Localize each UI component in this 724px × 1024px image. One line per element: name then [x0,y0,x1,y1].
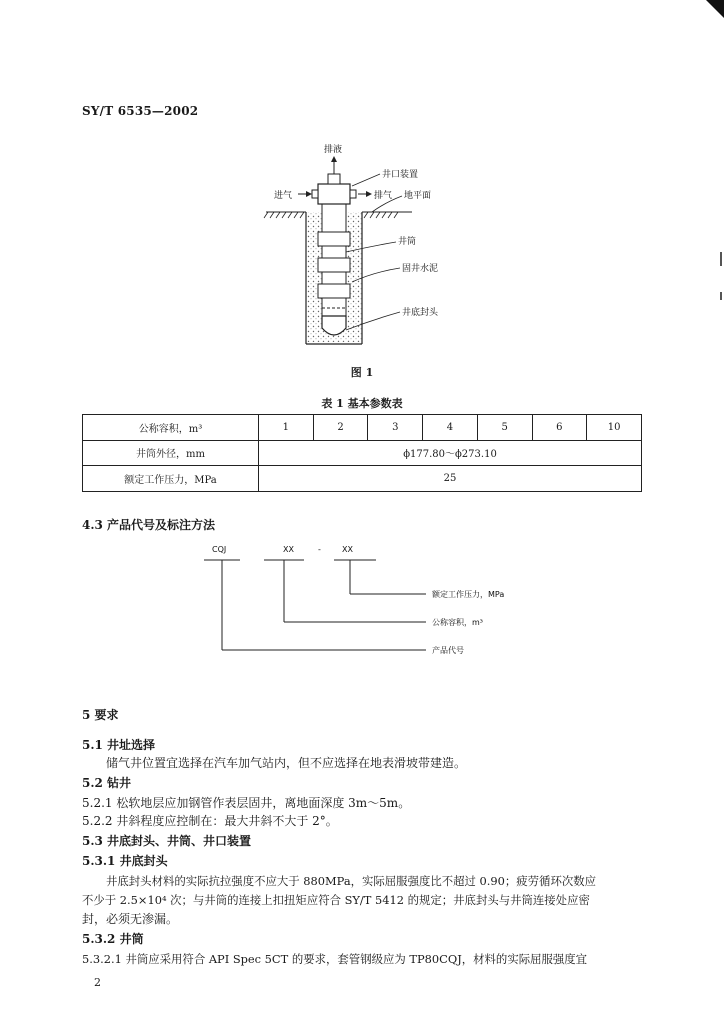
section-heading-5-1: 5.1 井址选择 [82,738,156,752]
code-label-product: 产品代号 [432,646,464,655]
wellhead [318,184,350,204]
inlet-arrow-icon [306,191,312,197]
capacity-cell: 1 [259,415,314,441]
coupling [318,284,350,298]
row-label-diameter: 井筒外径，mm [83,440,259,466]
paragraph-5-1: 储气井位置宜选择在汽车加气站内，但不应选择在地表滑坡带建造。 [106,756,467,770]
code-label-capacity: 公称容积，m³ [432,618,483,627]
bottom-head [322,316,346,335]
code-part-cqj: CQJ [212,545,227,554]
section-heading-5-3-1: 5.3.1 井底封头 [82,854,168,868]
label-outlet: 排气 [374,191,393,201]
label-wellhead: 井口装置 [382,170,419,180]
pressure-cell: 25 [259,466,642,492]
section-heading-4-3: 4.3 产品代号及标注方法 [82,518,216,532]
capacity-cell: 10 [587,415,642,441]
capacity-cell: 3 [368,415,423,441]
code-dash: - [318,545,321,554]
drain-arrow-icon [331,156,337,162]
scan-edge-mark [720,252,722,266]
table-row-capacity [83,415,642,441]
coupling [318,258,350,272]
figure-caption: 图 1 [350,366,374,379]
label-bottom-head: 井底封头 [402,308,439,318]
label-inlet: 进气 [274,191,293,201]
row-label-capacity: 公称容积，m³ [83,415,259,441]
code-leader-lines [204,560,426,650]
paragraph-5-2-2: 5.2.2 井斜程度应控制在：最大井斜不大于 2°。 [82,814,338,828]
code-part-capacity: XX [283,545,294,554]
paragraph-5-3-2-1: 5.3.2.1 井筒应采用符合 API Spec 5CT 的要求，套管钢级应为 TP80CQJ，材料的实际屈服强度宜 [82,952,588,966]
figure-1 [262,140,472,364]
outlet-arrow-icon [366,191,372,197]
capacity-cell: 5 [477,415,532,441]
code-part-pressure: XX [342,545,353,554]
section-heading-5-2: 5.2 钻井 [82,776,132,790]
section-heading-5: 5 要求 [82,708,119,722]
paragraph-5-3-1-line: 井底封头材料的实际抗拉强度不应大于 880MPa，实际屈服强度比不超过 0.90；疲劳循环次数应 [106,874,597,888]
section-heading-5-3: 5.3 井底封头、井筒、井口装置 [82,834,252,848]
well-diagram [262,140,472,364]
wellhead-top [328,174,340,184]
table-caption: 表 1 基本参数表 [321,397,403,410]
label-shaft: 井筒 [398,237,417,247]
label-cement: 固井水泥 [402,264,439,274]
table-row-diameter [83,440,642,466]
outlet-port [350,190,356,198]
diameter-cell: ϕ177.80～ϕ273.10 [259,440,642,466]
page-number: 2 [94,976,101,989]
row-label-pressure: 额定工作压力，MPa [83,466,259,492]
product-code-diagram [190,540,530,660]
label-drain: 排液 [324,145,343,155]
paragraph-5-3-1-line: 不少于 2.5×10⁴ 次；与井筒的连接上扣扭矩应符合 SY/T 5412 的规定；井底封头与井筒连接处应密 [82,893,590,907]
code-diagram-svg [190,540,530,660]
coupling [318,232,350,246]
paragraph-5-3-1-line: 封，必须无渗漏。 [82,912,179,926]
scan-corner-mark [706,0,724,18]
table-row-pressure [83,466,642,492]
capacity-cell: 2 [313,415,368,441]
scan-edge-mark [720,292,722,300]
paragraph-5-2-1: 5.2.1 松软地层应加钢管作表层固井，离地面深度 3m～5m。 [82,796,411,810]
capacity-cell: 4 [423,415,478,441]
inlet-port [312,190,318,198]
code-label-pressure: 额定工作压力，MPa [432,590,505,599]
capacity-cell: 6 [532,415,587,441]
label-ground: 地平面 [404,191,432,201]
section-heading-5-3-2: 5.3.2 井筒 [82,932,144,946]
standard-code: SY/T 6535—2002 [82,104,199,118]
parameter-table [82,414,642,492]
